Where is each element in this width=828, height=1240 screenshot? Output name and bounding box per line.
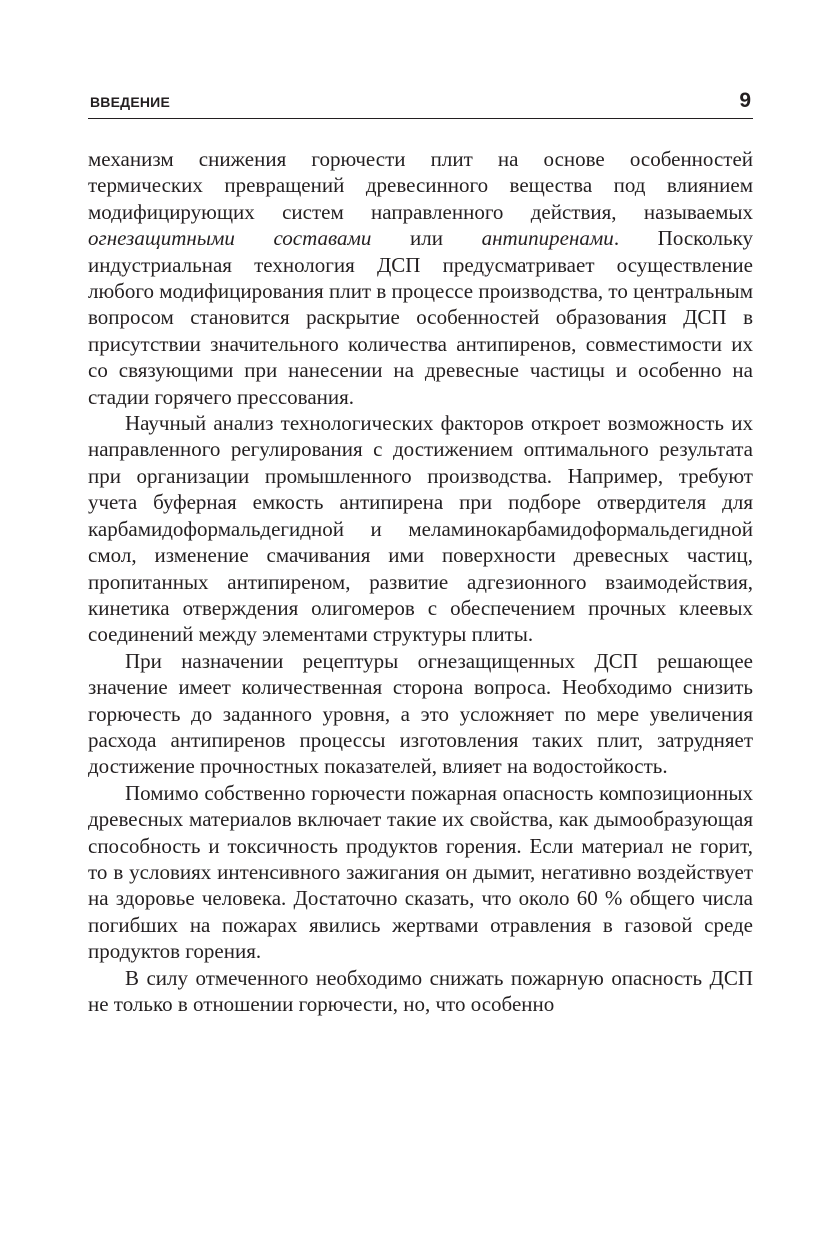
paragraph: Научный анализ технологических факторов откроет возможность их направленного регулирования с достижением оптимального результата при организации промышленного производства. Например, требуют учета буферная емкость антипирена при подборе отвердителя для карбамидоформальдегидной и меламинокарбамидоформальдегидной смол, изменение смачивания ими поверхности древесных частиц, пропитанных антипиреном, развитие адгезионного взаимодействия, кинетика отверждения олигомеров с обеспечением прочных клеевых соединений между элементами структуры плиты. <box>88 411 753 647</box>
paragraph-text: или <box>371 226 482 251</box>
paragraph: В силу отмеченного необходимо снижать пожарную опасность ДСП не только в отношении горючести, но, что особенно <box>88 965 753 1016</box>
italic-term: огнезащитными составами <box>88 226 372 251</box>
page-number: 9 <box>739 89 751 112</box>
paragraph <box>88 146 753 410</box>
italic-term: антипиренами <box>481 226 614 251</box>
section-title: ВВЕДЕНИЕ <box>90 94 170 110</box>
paragraph: При назначении рецептуры огнезащищенных ДСП решающее значение имеет количественная сторона вопроса. Необходимо снизить горючесть до заданного уровня, а это усложняет по мере увеличения расхода антипиренов процессы изготовления таких плит, затрудняет достижение прочностных показателей, влияет на водостойкость. <box>88 648 753 779</box>
paragraph-text: механизм снижения горючести плит на основе особенностей термических превращений древесинного вещества под влиянием модифицирующих систем направленного действия, называемых <box>88 147 753 224</box>
body-text <box>88 146 753 1017</box>
running-header <box>88 88 753 119</box>
paragraph: Помимо собственно горючести пожарная опасность композиционных древесных материалов включает такие их свойства, как дымообразующая способность и токсичность продуктов горения. Если материал не горит, то в условиях интенсивного зажигания он дымит, негативно воздействует на здоровье человека. Достаточно сказать, что около 60 % общего числа погибших на пожарах явились жертвами отравления в газовой среде продуктов горения. <box>88 780 753 964</box>
paragraph-text: . Поскольку индустриальная технология ДСП предусматривает осуществление любого модифицирования плит в процессе производства, то центральным вопросом становится раскрытие особенностей образования ДСП в присутствии значительного количества антипиренов, совместимости их со связующими при нанесении на древесные частицы и особенно на стадии горячего прессования. <box>88 226 753 409</box>
